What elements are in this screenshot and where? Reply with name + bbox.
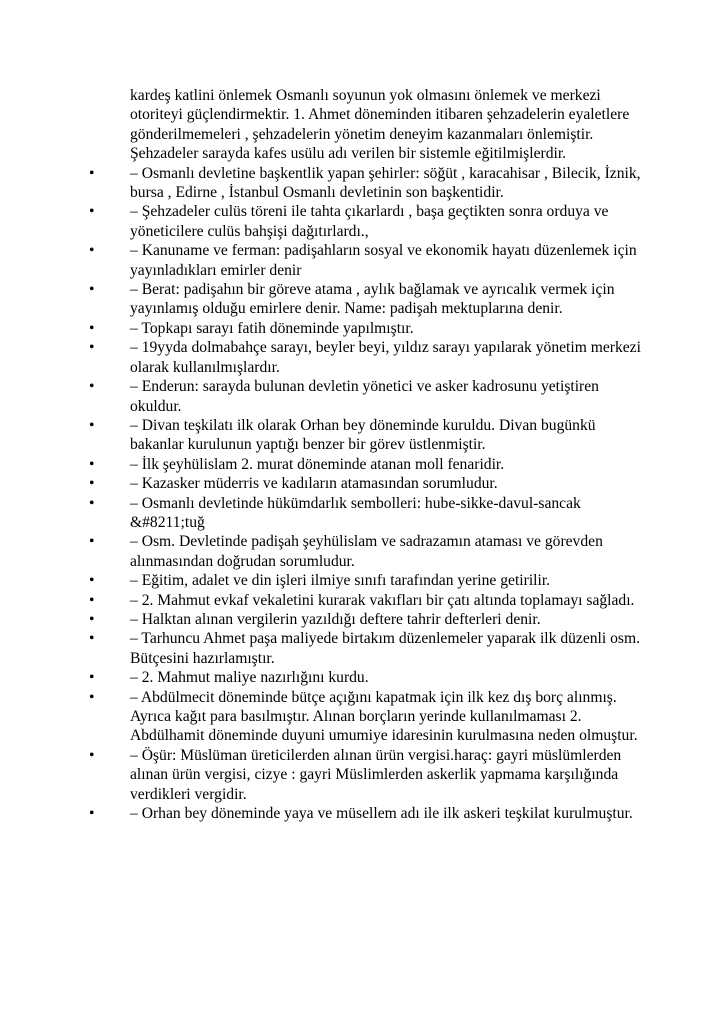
list-item (0, 377, 644, 416)
list-item (0, 319, 644, 338)
bullet-icon: • (89, 688, 95, 706)
list-item (0, 494, 644, 533)
bullet-icon: • (89, 610, 95, 628)
list-item (0, 416, 644, 455)
list-item-text: – Osm. Devletinde padişah şeyhülislam ve sadrazamın ataması ve görevden alınmasından doğrudan sorumludur. (130, 533, 603, 570)
list-item-text: – Enderun: sarayda bulunan devletin yönetici ve asker kadrosunu yetiştiren okuldur. (130, 378, 599, 415)
bullet-icon: • (89, 455, 95, 473)
list-item (0, 591, 644, 610)
list-item (0, 164, 644, 203)
bullet-icon: • (89, 416, 95, 434)
list-item-text: – Tarhuncu Ahmet paşa maliyede birtakım düzenlemeler yaparak ilk düzenli osm. Bütçesini hazırlamıştır. (130, 630, 641, 667)
bullet-icon: • (89, 494, 95, 512)
list-item-text: – Kazasker müderris ve kadıların atamasından sorumludur. (130, 475, 498, 493)
intro-paragraph (0, 86, 644, 164)
list-item-text: – Kanuname ve ferman: padişahların sosyal ve ekonomik hayatı düzenlemek için yayınladıkları emirler denir (130, 242, 637, 279)
list-item-text: – 2. Mahmut evkaf vekaletini kurarak vakıfları bir çatı altında toplamayı sağladı. (130, 591, 635, 609)
list-item (0, 241, 644, 280)
list-item (0, 338, 644, 377)
list-item-text: – Öşür: Müslüman üreticilerden alınan ürün vergisi.haraç: gayri müslümlerden alınan ürün vergisi, cizye : gayri Müslimlerden askerlik yapmama karşılığında verdikleri vergidir. (130, 746, 622, 803)
bullet-icon: • (89, 164, 95, 182)
bullet-icon: • (89, 669, 95, 687)
list-item-text: – Şehzadeler culüs töreni ile tahta çıkarlardı , başa geçtikten sonra orduya ve yöneticilere culüs bahşişi dağıtırlardı., (130, 203, 609, 240)
bullet-icon: • (89, 591, 95, 609)
list-item-text: – Eğitim, adalet ve din işleri ilmiye sınıfı tarafından yerine getirilir. (130, 572, 551, 590)
list-item-text: – Osmanlı devletine başkentlik yapan şehirler: söğüt , karacahisar , Bilecik, İznik, bursa , Edirne , İstanbul Osmanlı devletinin son başkentidir. (130, 164, 641, 202)
bullet-icon: • (89, 805, 95, 823)
list-item-text: – Divan teşkilatı ilk olarak Orhan bey döneminde kuruldu. Divan bugünkü bakanlar kurulunun yaptığı benzer bir görev üstlenmiştir. (130, 416, 596, 454)
list-item (0, 280, 644, 319)
bullet-icon: • (89, 281, 95, 299)
bullet-icon: • (89, 203, 95, 221)
list-item-text: – Osmanlı devletinde hükümdarlık sembolleri: hube-sikke-davul-sancak &#8211;tuğ (130, 494, 581, 531)
bullet-list (0, 164, 728, 824)
list-item-text: – Halktan alınan vergilerin yazıldığı deftere tahrir defterleri denir. (130, 610, 541, 628)
list-item (0, 202, 644, 241)
list-item-text: – 19yyda dolmabahçe sarayı, beyler beyi, yıldız sarayı yapılarak yönetim merkezi olarak kullanılmışlardır. (130, 339, 641, 376)
list-item (0, 610, 644, 629)
list-item-text: – Topkapı sarayı fatih döneminde yapılmıştır. (130, 319, 414, 337)
list-item-text: – İlk şeyhülislam 2. murat döneminde atanan moll fenaridir. (130, 455, 505, 473)
list-item (0, 804, 644, 823)
list-item-text: – Abdülmecit döneminde bütçe açığını kapatmak için ilk kez dış borç alınmış. Ayrıca kağıt para basılmıştır. Alınan borçların yerinde kullanılmaması 2. Abdülhamit döneminde duyuni umumiye idaresinin kurulmasına neden olmuştur. (130, 688, 638, 745)
list-item (0, 688, 644, 746)
list-item (0, 532, 644, 571)
bullet-icon: • (89, 475, 95, 493)
bullet-icon: • (89, 319, 95, 337)
list-item (0, 474, 644, 493)
list-item (0, 668, 644, 687)
intro-text: kardeş katlini önlemek Osmanlı soyunun yok olmasını önlemek ve merkezi otoriteyi güçlendirmektir. 1. Ahmet döneminden itibaren şehzadelerin eyaletlere gönderilmemeleri , şehzadelerin yönetim deneyim kazanmaları önlemiştir. Şehzadeler sarayda kafes usülu adı verilen bir sistemle eğitilmişlerdir. (130, 87, 630, 163)
bullet-icon: • (89, 533, 95, 551)
bullet-icon: • (89, 242, 95, 260)
bullet-icon: • (89, 378, 95, 396)
list-item-text: – Berat: padişahın bir göreve atama , aylık bağlamak ve ayrıcalık vermek için yayınlamış olduğu emirlere denir. Name: padişah mektuplarına denir. (130, 281, 615, 318)
list-item-text: – 2. Mahmut maliye nazırlığını kurdu. (130, 669, 369, 687)
document-page (0, 86, 728, 823)
bullet-icon: • (89, 746, 95, 764)
list-item (0, 746, 644, 804)
bullet-icon: • (89, 572, 95, 590)
list-item-text: – Orhan bey döneminde yaya ve müsellem adı ile ilk askeri teşkilat kurulmuştur. (130, 805, 633, 823)
list-item (0, 455, 644, 474)
bullet-icon: • (89, 630, 95, 648)
list-item (0, 571, 644, 590)
bullet-icon: • (89, 339, 95, 357)
list-item (0, 629, 644, 668)
